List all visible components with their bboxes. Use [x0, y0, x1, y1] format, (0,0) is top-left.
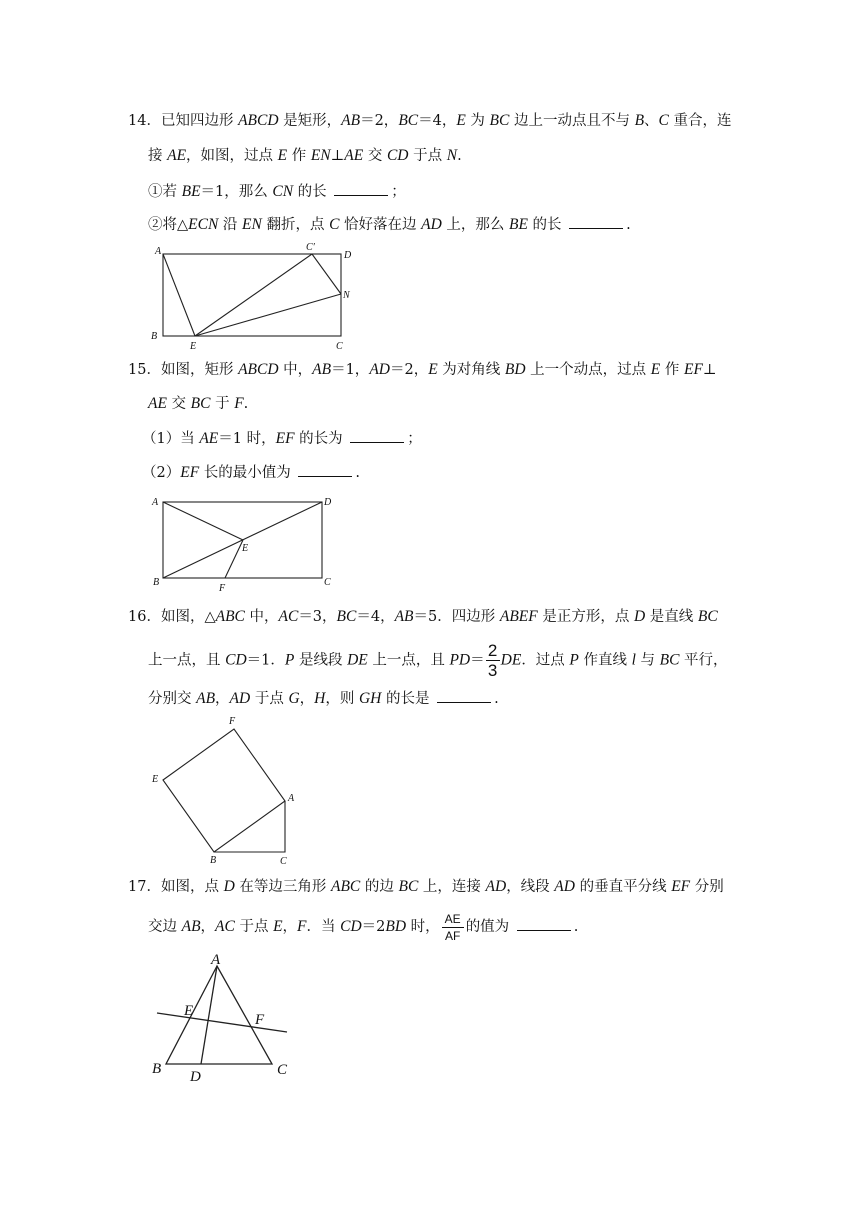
label-A: A [211, 952, 221, 968]
label-A: A [288, 793, 295, 804]
q15-part-2: （2）EF 长的最小值为 . [142, 464, 360, 481]
label-F: F [229, 716, 236, 727]
label-N: N [343, 290, 350, 301]
q17-line-1: 17．如图，点 D 在等边三角形 ABC 的边 BC 上，连接 AD，线段 AD 的垂直平分线 EF 分别 [128, 878, 724, 895]
fraction-two-thirds: $\frac{2}{3}$ [486, 642, 500, 679]
label-B: B [153, 577, 160, 588]
label-F: F [255, 1012, 265, 1028]
label-C: C [280, 856, 287, 867]
q17-line-2: 交边 AB，AC 于点 E，F．当 CD＝2BD 时， $\frac{AE}{AF}$ 的值为 . [148, 911, 579, 943]
label-C: C [336, 341, 343, 352]
label-E: E [152, 774, 159, 785]
label-A: A [155, 246, 162, 257]
label-B: B [152, 1061, 162, 1077]
q16-line-2: 上一点，且 CD＝1．P 是线段 DE 上一点，且 PD＝ $\frac{2}{3}$ DE．过点 P 作直线 l 与 BC 平行， [148, 641, 728, 680]
label-B: B [151, 331, 158, 342]
label-D: D [190, 1069, 201, 1085]
label-F: F [219, 583, 226, 594]
label-B: B [210, 855, 217, 866]
q16-line-1: 16．如图，△ABC 中，AC＝3，BC＝4，AB＝5．四边形 ABEF 是正方形，点 D 是直线 BC [128, 608, 718, 625]
q16-line-3: 分别交 AB，AD 于点 G，H，则 GH 的长是 . [148, 690, 499, 707]
label-C: C [277, 1062, 288, 1078]
label-E: E [242, 543, 249, 554]
q15-line-1: 15．如图，矩形 ABCD 中，AB＝1，AD＝2，E 为对角线 BD 上一个动点，过点 E 作 EF⊥ [128, 361, 717, 378]
q14-line-1: 14．已知四边形 ABCD 是矩形，AB＝2，BC＝4，E 为 BC 边上一动点且不与 B、C 重合，连 [128, 112, 732, 129]
label-D: D [324, 497, 332, 508]
fraction-ae-af: $\frac{AE}{AF}$ [442, 913, 464, 942]
q15-line-2: AE 交 BC 于 F. [148, 395, 249, 412]
q14-line-2: 接 AE，如图，过点 E 作 EN⊥AE 交 CD 于点 N. [148, 147, 462, 164]
label-C-prime: C′ [306, 242, 315, 253]
q15-part-1: （1）当 AE＝1 时，EF 的长为 ； [142, 430, 422, 447]
label-D: D [344, 250, 352, 261]
q14-part-1: ①若 BE＝1，那么 CN 的长 ； [148, 183, 406, 200]
label-A: A [152, 497, 159, 508]
q14-part-2: ②将△ECN 沿 EN 翻折，点 C 恰好落在边 AD 上，那么 BE 的长 . [148, 216, 631, 233]
label-E: E [184, 1003, 194, 1019]
label-E: E [190, 341, 197, 352]
label-C: C [324, 577, 331, 588]
